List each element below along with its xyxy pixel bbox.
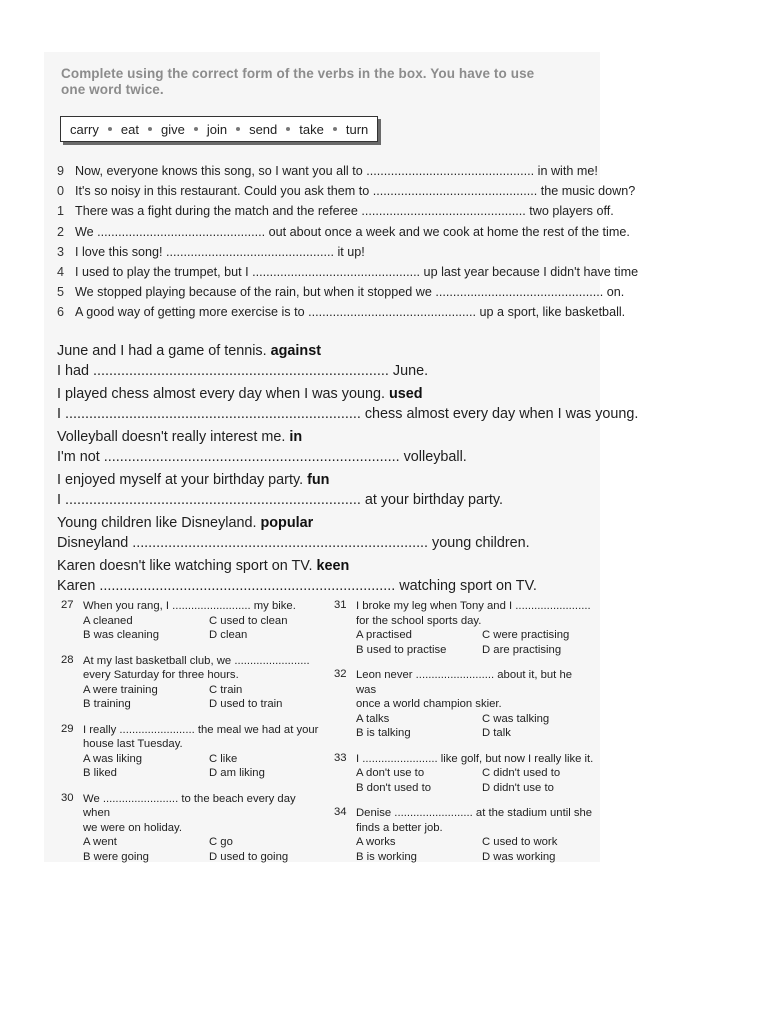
bullet-dot — [286, 127, 290, 131]
answer-options — [83, 752, 321, 781]
answer-option: A cleaned — [83, 614, 133, 627]
answer-option: A don't use to — [356, 767, 425, 779]
answer-options — [356, 628, 594, 657]
answer-option: C train — [209, 683, 243, 696]
answer-option: C used to clean — [209, 614, 288, 627]
answer-option: C were practising — [482, 629, 570, 641]
gap-item — [57, 164, 607, 184]
answer-prompt: I .......................................................................... at your birthday party. — [57, 491, 503, 508]
mcq-question — [334, 752, 594, 796]
question-stem: At my last basketball club, we ........................ — [83, 654, 310, 667]
gap-fill-list — [57, 164, 639, 326]
question-number: 34 — [334, 806, 347, 818]
answer-option: D was working — [482, 850, 556, 863]
answer-option: C was talking — [482, 712, 550, 725]
item-text: Now, everyone knows this song, so I want you all to ................................................ in with me! — [75, 164, 598, 178]
answer-prompt: I'm not .......................................................................... volleyball. — [57, 448, 467, 465]
keyword: used — [388, 386, 423, 402]
keyword: against — [270, 343, 322, 359]
source-sentence: Young children like Disneyland. — [57, 515, 257, 531]
mcq-question — [334, 668, 594, 741]
question-number: 29 — [61, 722, 74, 735]
answer-options — [356, 712, 594, 741]
verb-word: eat — [120, 121, 139, 137]
source-line — [57, 342, 617, 362]
source-sentence: I enjoyed myself at your birthday party. — [57, 472, 304, 488]
item-number: 6 — [57, 305, 65, 320]
verb-word: join — [206, 121, 228, 137]
verb-word: take — [299, 121, 324, 137]
answer-option: B was cleaning — [83, 629, 159, 641]
bullet-dot — [148, 127, 152, 131]
gap-item — [57, 204, 614, 224]
source-sentence: Volleyball doesn't really interest me. — [57, 429, 286, 445]
instructions: Complete using the correct form of the verbs in the box. You have to use one word twice. — [61, 66, 535, 97]
question-stem: When you rang, I ......................... my bike. — [83, 600, 296, 612]
bullet-dot — [236, 127, 240, 131]
keyword: fun — [307, 472, 330, 488]
source-sentence: I played chess almost every day when I was young. — [57, 386, 385, 402]
question-stem: I ........................ like golf, but now I really like it. — [356, 752, 594, 765]
answer-option: B training — [83, 698, 131, 710]
question-stem: Denise ......................... at the stadium until she — [356, 807, 593, 819]
question-stem: We ........................ to the beach every day when — [83, 792, 296, 819]
question-stem: I broke my leg when Tony and I ........................ — [356, 600, 591, 612]
verb-word: send — [249, 121, 278, 137]
item-text: We stopped playing because of the rain, but when it stopped we ................................................ on. — [75, 285, 625, 300]
bullet-dot — [333, 127, 337, 131]
source-line — [57, 471, 617, 491]
gap-item — [57, 224, 630, 245]
question-stem: Leon never ......................... about it, but he was — [356, 669, 573, 696]
transformation-item — [57, 342, 617, 381]
question-stem: house last Tuesday. — [83, 738, 183, 750]
answer-option: C used to work — [482, 836, 558, 848]
question-number: 28 — [61, 653, 74, 666]
answer-option: A were training — [83, 683, 158, 696]
item-text: We ................................................ out about once a week and we cook at home the rest of the time. — [75, 224, 630, 239]
mcq-column-right — [334, 599, 594, 875]
sentence-transformations — [57, 342, 639, 600]
question-number: 31 — [334, 599, 347, 611]
bullet-dot — [108, 127, 112, 131]
gap-item — [57, 285, 625, 305]
answer-option: C like — [209, 752, 238, 765]
answer-option: B used to practise — [356, 643, 447, 656]
bullet-dot — [194, 127, 198, 131]
answer-prompt: Karen .......................................................................... watching sport on TV. — [57, 577, 537, 594]
question-number: 27 — [61, 599, 74, 611]
answer-options — [83, 683, 321, 712]
verb-word: give — [160, 121, 185, 137]
gap-item — [57, 184, 636, 204]
answer-prompt: I .......................................................................... chess almost every day when I was young. — [57, 405, 639, 422]
answer-option: B is working — [356, 850, 417, 863]
answer-option: D used to going — [209, 850, 289, 863]
source-line — [57, 557, 617, 577]
transformation-item — [57, 428, 617, 467]
answer-option: A went — [83, 836, 117, 848]
transformation-item — [57, 385, 639, 424]
transformation-item — [57, 514, 617, 553]
answer-prompt: I had .......................................................................... June. — [57, 362, 429, 379]
source-sentence: Karen doesn't like watching sport on TV. — [57, 558, 313, 574]
verb-box — [60, 116, 378, 142]
answer-option: D am liking — [209, 767, 265, 779]
mcq-question — [334, 806, 594, 864]
question-stem: I really ........................ the meal we had at your — [83, 723, 319, 736]
answer-option: C didn't used to — [482, 767, 561, 779]
item-text: There was a fight during the match and the referee ............................................... two players off. — [75, 204, 614, 219]
gap-item — [57, 264, 639, 285]
answer-option: A was liking — [83, 752, 143, 765]
answer-option: A practised — [356, 629, 412, 641]
answer-option: D are practising — [482, 643, 562, 656]
mcq-question — [61, 723, 321, 781]
item-number: 4 — [57, 264, 65, 279]
question-stem: once a world champion skier. — [356, 698, 502, 710]
question-stem: we were on holiday. — [83, 821, 183, 834]
item-text: I love this song! ................................................ it up! — [75, 244, 365, 259]
mcq-question — [61, 654, 321, 712]
question-stem: finds a better job. — [356, 821, 443, 834]
answer-option: B don't used to — [356, 781, 432, 794]
item-number: 5 — [57, 285, 65, 300]
answer-option: A talks — [356, 712, 390, 725]
answer-prompt: Disneyland .......................................................................... young children. — [57, 534, 530, 551]
mcq-question — [334, 599, 594, 657]
gap-item — [57, 305, 626, 325]
item-text: It's so noisy in this restaurant. Could you ask them to ............................................... the music down? — [75, 184, 636, 199]
answer-options — [83, 614, 321, 643]
question-number: 33 — [334, 751, 347, 764]
item-number: 0 — [57, 184, 65, 199]
answer-options — [83, 835, 321, 864]
question-stem: for the school sports day. — [356, 614, 482, 627]
transformation-item — [57, 557, 617, 596]
source-line — [57, 514, 617, 534]
item-number: 2 — [57, 224, 65, 239]
verb-word: carry — [70, 121, 99, 137]
answer-option: B is talking — [356, 727, 411, 739]
gap-item — [57, 245, 607, 265]
transformation-item — [57, 471, 617, 510]
question-number: 32 — [334, 668, 347, 680]
answer-option: B liked — [83, 767, 117, 779]
source-sentence: June and I had a game of tennis. — [57, 343, 267, 359]
item-number: 1 — [57, 204, 65, 219]
verb-word: turn — [345, 121, 369, 137]
answer-option: D didn't use to — [482, 781, 554, 794]
item-number: 3 — [57, 244, 65, 259]
answer-options — [356, 766, 594, 795]
answer-option: C go — [209, 836, 233, 848]
keyword: keen — [316, 558, 350, 574]
question-stem: every Saturday for three hours. — [83, 669, 239, 681]
answer-option: D used to train — [209, 698, 283, 710]
keyword: in — [289, 429, 303, 445]
answer-option: B were going — [83, 850, 149, 863]
keyword: popular — [260, 515, 314, 531]
answer-option: A works — [356, 836, 396, 848]
item-number: 9 — [57, 164, 65, 178]
question-number: 30 — [61, 791, 74, 804]
answer-option: D clean — [209, 629, 248, 641]
item-text: I used to play the trumpet, but I ................................................ up last year because I didn't have time — [75, 264, 639, 279]
source-line — [57, 428, 617, 448]
answer-option: D talk — [482, 727, 511, 739]
mcq-question — [61, 792, 321, 865]
item-text: A good way of getting more exercise is to ................................................ up a sport, like basketball. — [75, 305, 626, 320]
mcq-column-left — [61, 599, 321, 875]
source-line — [57, 385, 617, 405]
mcq-question — [61, 599, 321, 643]
answer-options — [356, 835, 594, 864]
